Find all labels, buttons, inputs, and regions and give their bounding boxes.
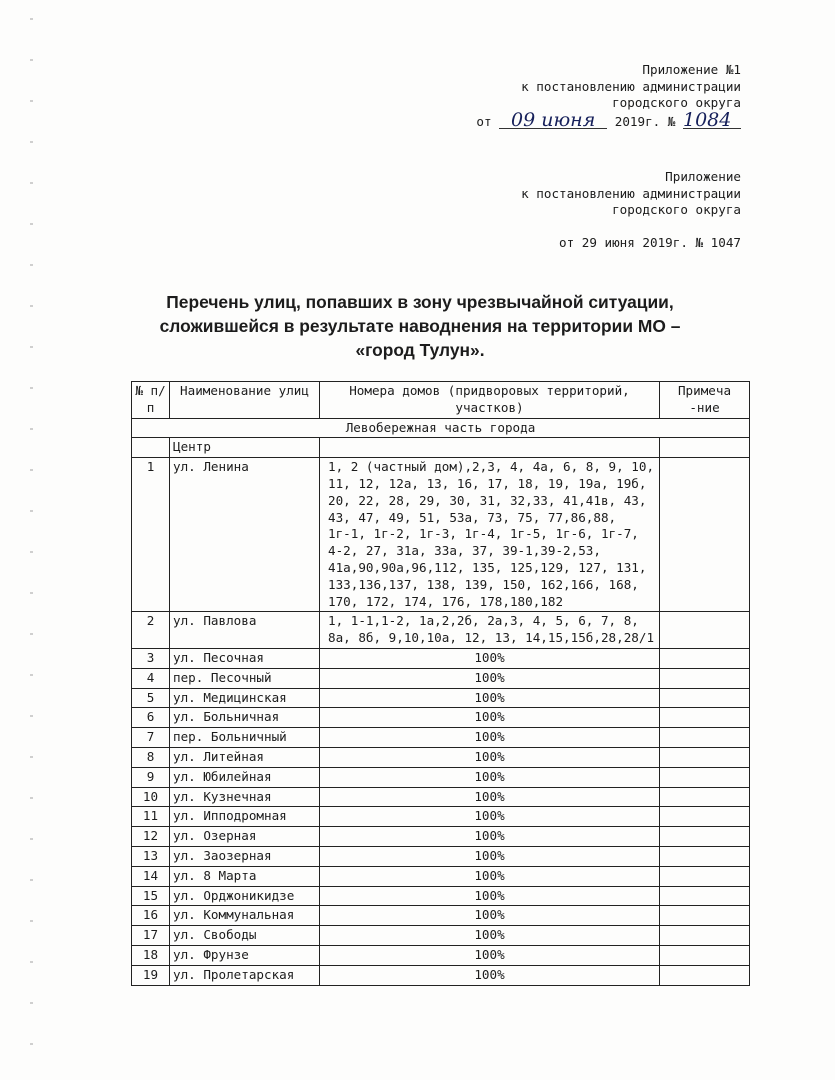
street-name: ул. Озерная xyxy=(170,827,320,847)
row-note xyxy=(660,827,750,847)
resolution-label: к постановлению администрации xyxy=(521,78,741,94)
table-header-row xyxy=(132,382,750,419)
house-numbers: 100% xyxy=(320,728,660,748)
row-note xyxy=(660,747,750,767)
street-name: ул. Кузнечная xyxy=(170,787,320,807)
row-number: 5 xyxy=(132,688,170,708)
row-number: 1 xyxy=(132,458,170,612)
table-row xyxy=(132,688,750,708)
resolution-date: от 29 июня 2019г. № 1047 xyxy=(559,235,741,250)
street-name: пер. Песочный xyxy=(170,668,320,688)
table-row xyxy=(132,668,750,688)
table-row xyxy=(132,827,750,847)
row-note xyxy=(660,906,750,926)
row-number: 13 xyxy=(132,846,170,866)
document-title xyxy=(110,290,730,362)
resolution-label: к постановлению администрации xyxy=(521,185,741,201)
street-name: пер. Больничный xyxy=(170,728,320,748)
table-row xyxy=(132,767,750,787)
table-row xyxy=(132,787,750,807)
appendix-header-old xyxy=(521,169,741,252)
row-note xyxy=(660,458,750,612)
house-numbers: 100% xyxy=(320,767,660,787)
district-label: городского округа xyxy=(612,95,741,110)
row-note xyxy=(660,807,750,827)
row-number: 11 xyxy=(132,807,170,827)
street-name: ул. Юбилейная xyxy=(170,767,320,787)
house-numbers: 100% xyxy=(320,965,660,985)
row-note xyxy=(660,926,750,946)
table-row xyxy=(132,648,750,668)
row-number: 4 xyxy=(132,668,170,688)
row-number: 9 xyxy=(132,767,170,787)
title-line: Перечень улиц, попавших в зону чрезвычайной ситуации, xyxy=(166,292,674,312)
table-row xyxy=(132,728,750,748)
house-numbers: 100% xyxy=(320,688,660,708)
row-note xyxy=(660,668,750,688)
scan-edge-artifact xyxy=(30,0,33,1080)
table-row xyxy=(132,747,750,767)
street-name: ул. Павлова xyxy=(170,612,320,649)
appendix-header-new xyxy=(476,62,741,130)
row-number: 7 xyxy=(132,728,170,748)
header-street: Наименование улиц xyxy=(170,382,320,419)
row-number: 2 xyxy=(132,612,170,649)
street-name: ул. Литейная xyxy=(170,747,320,767)
row-note xyxy=(660,866,750,886)
table-row xyxy=(132,926,750,946)
house-numbers: 100% xyxy=(320,668,660,688)
row-number: 15 xyxy=(132,886,170,906)
row-number: 12 xyxy=(132,827,170,847)
row-note xyxy=(660,767,750,787)
row-note xyxy=(660,612,750,649)
table-row xyxy=(132,906,750,926)
house-numbers: 100% xyxy=(320,747,660,767)
subsection-row xyxy=(132,438,750,458)
row-note xyxy=(660,648,750,668)
house-numbers: 100% xyxy=(320,906,660,926)
street-name: ул. Фрунзе xyxy=(170,945,320,965)
appendix-label: Приложение №1 xyxy=(642,62,741,77)
row-number: 10 xyxy=(132,787,170,807)
street-name: ул. Песочная xyxy=(170,648,320,668)
table-row xyxy=(132,612,750,649)
house-numbers: 100% xyxy=(320,886,660,906)
row-number: 14 xyxy=(132,866,170,886)
row-number: 17 xyxy=(132,926,170,946)
table-row xyxy=(132,965,750,985)
street-name: ул. Больничная xyxy=(170,708,320,728)
street-name: ул. 8 Марта xyxy=(170,866,320,886)
street-name: ул. Ипподромная xyxy=(170,807,320,827)
section-title: Левобережная часть города xyxy=(132,418,750,438)
streets-table xyxy=(131,381,750,986)
street-name: ул. Орджоникидзе xyxy=(170,886,320,906)
appendix-label: Приложение xyxy=(665,169,741,184)
table-row xyxy=(132,945,750,965)
year-label: 2019г. № xyxy=(614,113,676,129)
house-numbers: 100% xyxy=(320,807,660,827)
street-name: ул. Пролетарская xyxy=(170,965,320,985)
header-num: № п/ п xyxy=(132,382,170,419)
header-houses: Номера домов (придворовых территорий, участков) xyxy=(320,382,660,419)
title-line: сложившейся в результате наводнения на территории МО – xyxy=(159,316,681,336)
handwritten-date: 09 июня xyxy=(499,112,607,129)
row-number: 16 xyxy=(132,906,170,926)
row-number: 18 xyxy=(132,945,170,965)
row-number: 3 xyxy=(132,648,170,668)
district-label: городского округа xyxy=(612,202,741,217)
house-numbers: 100% xyxy=(320,866,660,886)
house-numbers: 100% xyxy=(320,945,660,965)
date-prefix: от xyxy=(476,113,492,129)
street-name: ул. Ленина xyxy=(170,458,320,612)
subsection-title: Центр xyxy=(170,438,320,458)
house-numbers: 100% xyxy=(320,648,660,668)
title-line: «город Тулун». xyxy=(355,340,485,360)
row-number: 19 xyxy=(132,965,170,985)
house-numbers: 1, 1-1,1-2, 1а,2,2б, 2а,3, 4, 5, 6, 7, 8, 8а, 8б, 9,10,10а, 12, 13, 14,15,15б,28,28/1 xyxy=(320,612,660,649)
house-numbers: 100% xyxy=(320,926,660,946)
row-note xyxy=(660,846,750,866)
house-numbers: 100% xyxy=(320,787,660,807)
house-numbers: 100% xyxy=(320,827,660,847)
section-row xyxy=(132,418,750,438)
table-row xyxy=(132,866,750,886)
table-row xyxy=(132,807,750,827)
handwritten-number: 1084 xyxy=(683,112,741,129)
street-name: ул. Свободы xyxy=(170,926,320,946)
house-numbers: 100% xyxy=(320,846,660,866)
house-numbers: 100% xyxy=(320,708,660,728)
street-name: ул. Медицинская xyxy=(170,688,320,708)
table-row xyxy=(132,708,750,728)
row-note xyxy=(660,708,750,728)
table-row xyxy=(132,458,750,612)
row-note xyxy=(660,965,750,985)
row-note xyxy=(660,688,750,708)
table-row xyxy=(132,846,750,866)
table-row xyxy=(132,886,750,906)
header-note: Примеча -ние xyxy=(660,382,750,419)
row-note xyxy=(660,945,750,965)
street-name: ул. Коммунальная xyxy=(170,906,320,926)
street-name: ул. Заозерная xyxy=(170,846,320,866)
house-numbers: 1, 2 (частный дом),2,3, 4, 4а, 6, 8, 9, 10, 11, 12, 12а, 13, 16, 17, 18, 19, 19а, 19б, 20, 22, 28, 29, 30, 31, 32,33, 41,41в, 43, 43, 47, 49, 51, 53а, 73, 75, 77,86,88, 1г-1, 1г-2, 1г-3, 1г-4, 1г-5, 1г-6, 1г-7, 4-2, 27, 31а, 33а, 37, 39-1,39-2,53, 41а,90,90а,96,112, 135, 125,129, 127, 131, 133,136,137, 138, 139, 150, 162,166, 168, 170, 172, 174, 176, 178,180,182 xyxy=(320,458,660,612)
row-note xyxy=(660,886,750,906)
row-note xyxy=(660,787,750,807)
row-note xyxy=(660,728,750,748)
row-number: 8 xyxy=(132,747,170,767)
row-number: 6 xyxy=(132,708,170,728)
